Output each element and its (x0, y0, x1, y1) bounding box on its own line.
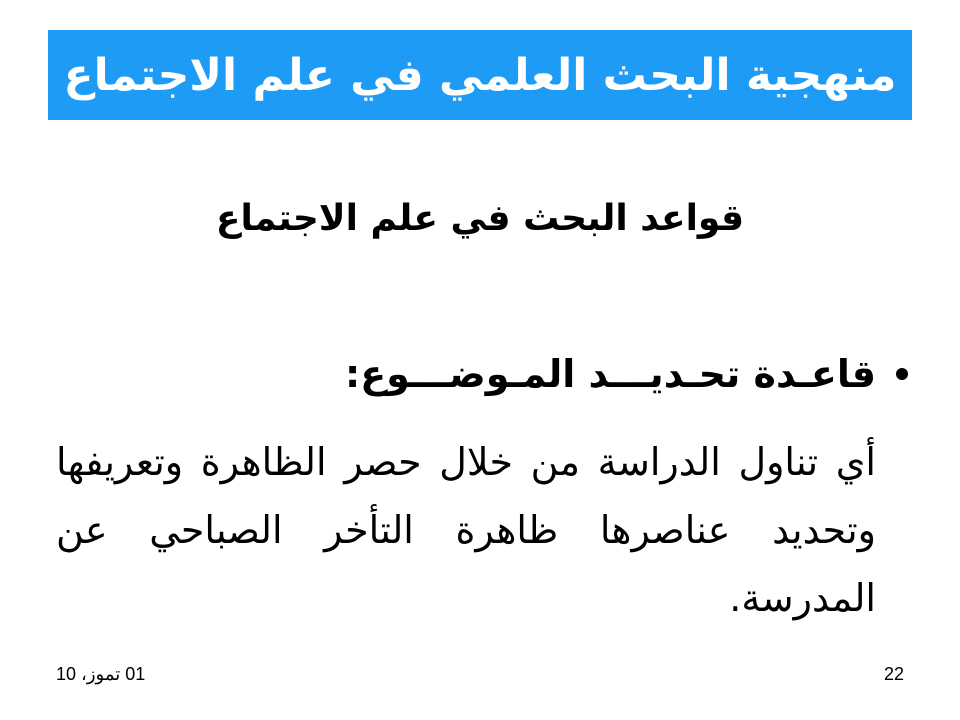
slide-subtitle: قواعد البحث في علم الاجتماع (215, 198, 745, 239)
title-bar (48, 30, 912, 120)
footer-page-number: 22 (883, 664, 904, 684)
slide-title: منهجية البحث العلمي في علم الاجتماع (63, 49, 897, 101)
bullet-body-text: أي تناول الدراسة من خلال حصر الظاهرة وتعريفها وتحديد عناصرها ظاهرة التأخر الصباحي عن المدرسة. (56, 440, 876, 620)
bullet-icon (896, 368, 908, 380)
footer-date: 01 تموز، 10 (56, 664, 146, 684)
bullet-item (345, 352, 908, 396)
bullet-heading: قاعـدة تحـديـــد المـوضـــوع: (345, 352, 876, 396)
